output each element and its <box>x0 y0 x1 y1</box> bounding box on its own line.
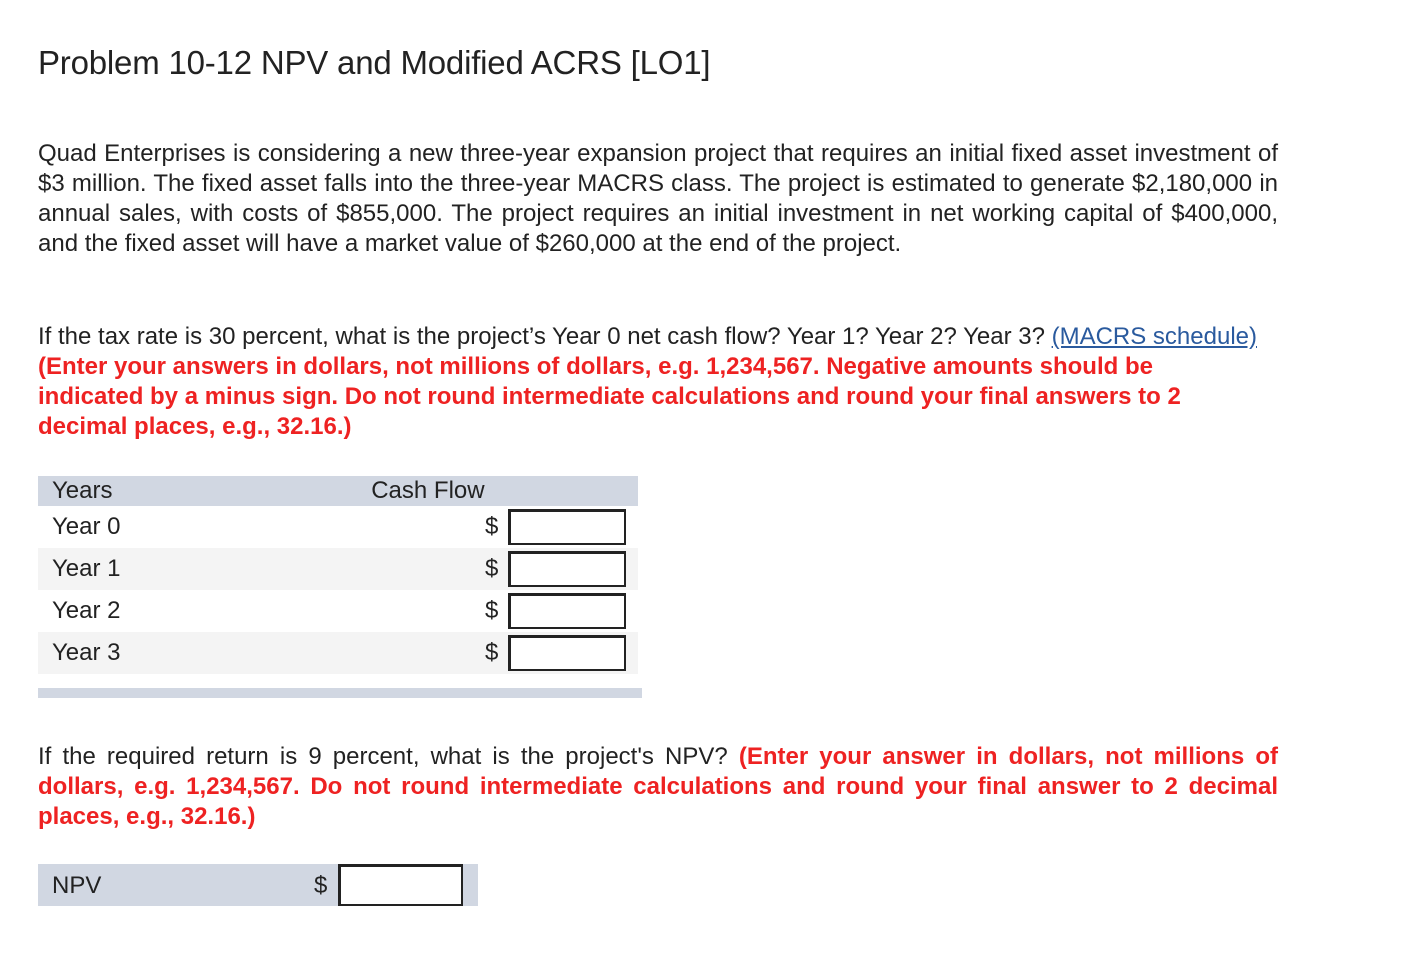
question-cash-flow <box>38 322 1258 442</box>
year-0-cash-flow-input[interactable] <box>508 509 626 545</box>
table-row <box>38 506 638 548</box>
table-footer-bar <box>38 688 642 698</box>
cash-flow-table-header <box>38 476 638 506</box>
question-cash-flow-instruction: (Enter your answers in dollars, not millions of dollars, e.g. 1,234,567. Negative amounts should be indicated by a minus sign. Do not round intermediate calculations and round your final answers to 2 decimal places, e.g., 32.16.) <box>38 353 1181 440</box>
header-cash-flow: Cash Flow <box>353 476 638 506</box>
problem-description: Quad Enterprises is considering a new three-year expansion project that requires an initial fixed asset investment of $3 million. The fixed asset falls into the three-year MACRS class. The project is estimated to generate $2,180,000 in annual sales, with costs of $855,000. The project requires an initial investment in net working capital of $400,000, and the fixed asset will have a market value of $260,000 at the end of the project. <box>38 140 1278 257</box>
dollar-sign: $ <box>353 632 508 674</box>
question-npv-instruction: (Enter your answer in dollars, not millions of dollars, e.g. 1,234,567. Do not round intermediate calculations and round your final answer to 2 decimal places, e.g., 32.16.) <box>38 743 1278 830</box>
npv-label: NPV <box>52 872 102 899</box>
year-3-cash-flow-input[interactable] <box>508 635 626 671</box>
dollar-sign: $ <box>353 548 508 590</box>
npv-input[interactable] <box>338 864 463 906</box>
table-row <box>38 632 638 674</box>
problem-title: Problem 10-12 NPV and Modified ACRS [LO1] <box>38 44 711 81</box>
question-cash-flow-text: If the tax rate is 30 percent, what is the project’s Year 0 net cash flow? Year 1? Year 2? Year 3? <box>38 323 1045 350</box>
header-years: Years <box>38 476 353 506</box>
cash-flow-table <box>38 476 638 674</box>
year-2-cash-flow-input[interactable] <box>508 593 626 629</box>
year-label: Year 3 <box>38 632 353 674</box>
year-label: Year 2 <box>38 590 353 632</box>
question-npv-text: If the required return is 9 percent, what is the project's NPV? <box>38 743 728 770</box>
dollar-sign: $ <box>314 872 328 899</box>
table-row <box>38 590 638 632</box>
question-npv <box>38 742 1278 832</box>
year-1-cash-flow-input[interactable] <box>508 551 626 587</box>
dollar-sign: $ <box>353 590 508 632</box>
year-label: Year 0 <box>38 506 353 548</box>
year-label: Year 1 <box>38 548 353 590</box>
npv-answer-row <box>38 864 478 906</box>
table-row <box>38 548 638 590</box>
dollar-sign: $ <box>353 506 508 548</box>
macrs-schedule-link[interactable]: (MACRS schedule) <box>1051 323 1257 350</box>
